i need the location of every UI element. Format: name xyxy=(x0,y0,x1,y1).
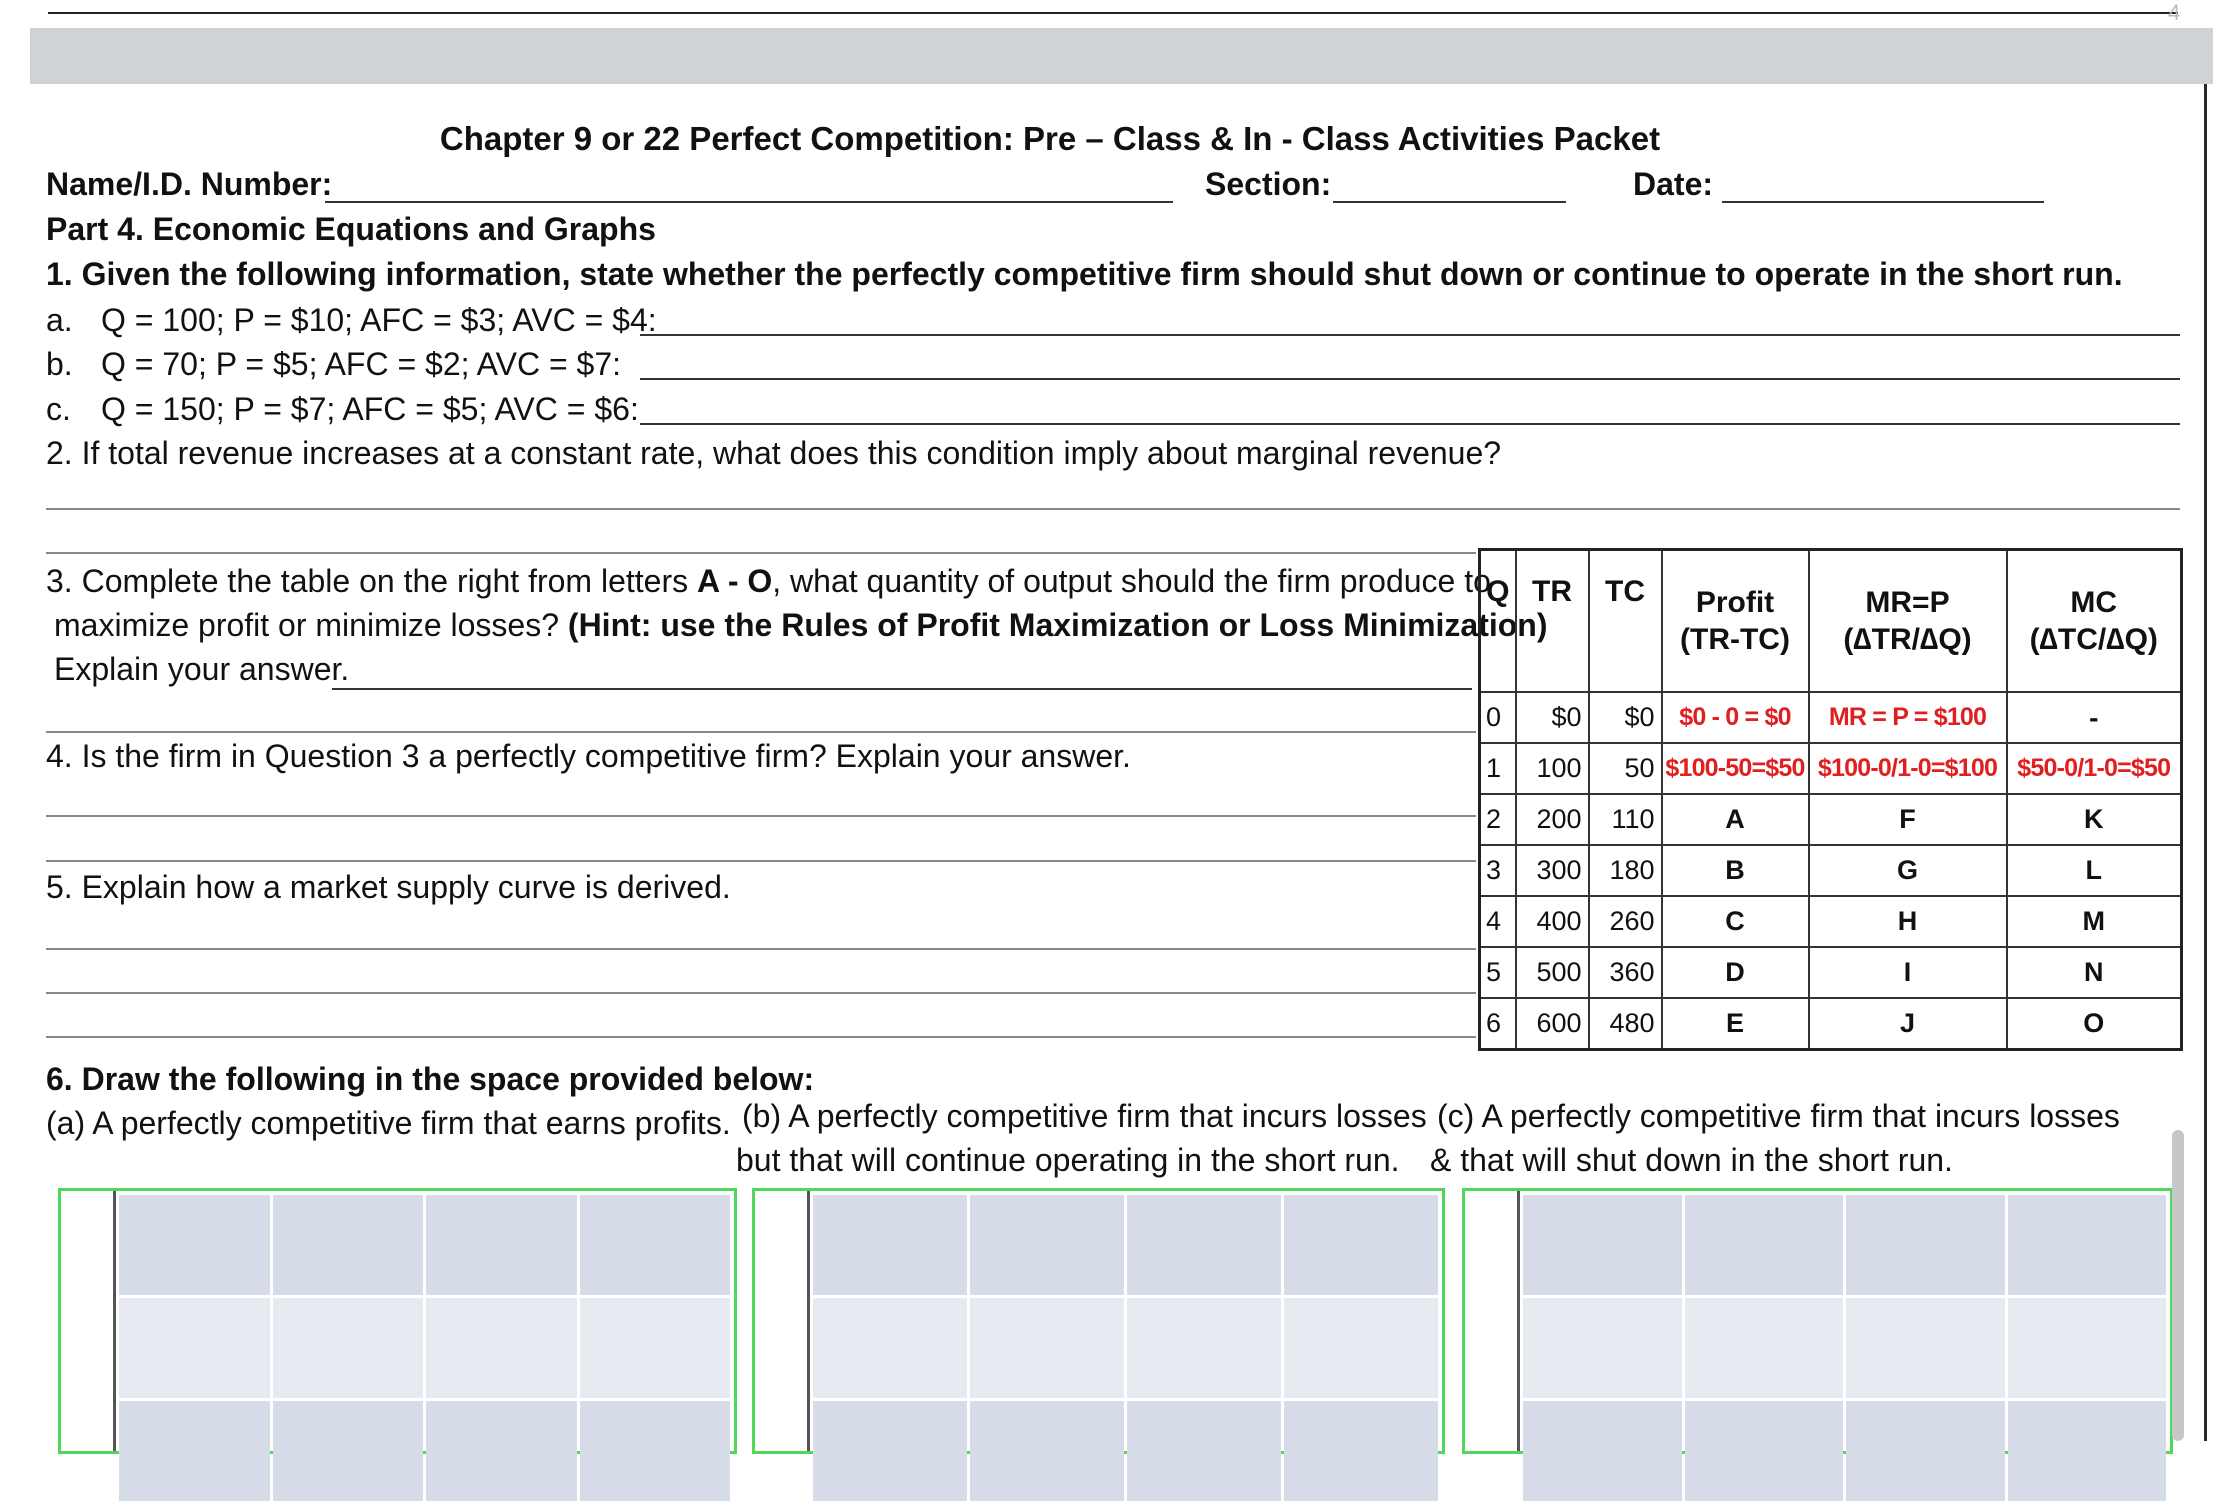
page-corner-mark: 4 xyxy=(2168,0,2181,25)
drawing-area-a[interactable] xyxy=(58,1188,737,1454)
header-tr: TR xyxy=(1516,550,1589,693)
cell-tc: 180 xyxy=(1589,845,1662,896)
q5-answer-line[interactable] xyxy=(46,948,1476,950)
q6-part-c-line-2: & that will shut down in the short run. xyxy=(1430,1142,1953,1178)
table-row xyxy=(1480,845,2182,896)
drawing-area-c[interactable] xyxy=(1462,1188,2173,1454)
q3-answer-line-2[interactable] xyxy=(46,731,1476,733)
section-field[interactable] xyxy=(1333,201,1566,203)
q4-answer-line-2[interactable] xyxy=(46,860,1476,862)
cell-tc: 480 xyxy=(1589,998,1662,1050)
cell-mr[interactable]: G xyxy=(1809,845,2007,896)
drawing-grid xyxy=(1523,1195,2166,1451)
cell-q: 6 xyxy=(1480,998,1516,1050)
cell-mc[interactable]: N xyxy=(2007,947,2182,998)
cell-mc[interactable]: O xyxy=(2007,998,2182,1050)
cell-mc: $50-0/1-0=$50 xyxy=(2007,743,2182,794)
section-label: Section: xyxy=(1205,166,1332,202)
q1-item-b: Q = 70; P = $5; AFC = $2; AVC = $7: xyxy=(101,346,622,382)
cell-mr: $100-0/1-0=$100 xyxy=(1809,743,2007,794)
q1-item-letter: c. xyxy=(46,391,71,427)
top-rule xyxy=(48,12,2178,14)
q2-answer-line[interactable] xyxy=(46,508,2180,510)
q1a-answer-line[interactable] xyxy=(640,334,2180,336)
q1-item-letter: b. xyxy=(46,346,73,382)
header-mr: MR=P (∆TR/∆Q) xyxy=(1809,550,2007,693)
drawing-axis xyxy=(807,1191,810,1451)
cell-tr: $0 xyxy=(1516,692,1589,743)
q2-answer-line-2[interactable] xyxy=(46,552,1476,554)
cell-mr[interactable]: H xyxy=(1809,896,2007,947)
header-q: Q xyxy=(1480,550,1516,693)
question-3-line-3: Explain your answer. xyxy=(54,651,350,687)
cell-mc[interactable]: M xyxy=(2007,896,2182,947)
cell-profit[interactable]: C xyxy=(1662,896,1809,947)
table-row xyxy=(1480,896,2182,947)
cell-mc: - xyxy=(2007,692,2182,743)
page-separator-band xyxy=(30,28,2213,84)
name-label: Name/I.D. Number: xyxy=(46,166,333,202)
cell-profit[interactable]: D xyxy=(1662,947,1809,998)
cell-q: 4 xyxy=(1480,896,1516,947)
table-row xyxy=(1480,998,2182,1050)
table-row xyxy=(1480,692,2182,743)
cell-tr: 200 xyxy=(1516,794,1589,845)
q4-answer-line[interactable] xyxy=(46,815,1476,817)
cell-tc: 50 xyxy=(1589,743,1662,794)
header-mc: MC (∆TC/∆Q) xyxy=(2007,550,2182,693)
cell-tc: 260 xyxy=(1589,896,1662,947)
cell-mr[interactable]: I xyxy=(1809,947,2007,998)
drawing-axis xyxy=(113,1191,116,1451)
drawing-grid xyxy=(813,1195,1438,1451)
cell-mr: MR = P = $100 xyxy=(1809,692,2007,743)
q6-part-b-line-2: but that will continue operating in the short run. xyxy=(736,1142,1400,1178)
question-3-line-1: 3. Complete the table on the right from letters A - O, what quantity of output should the firm produce to xyxy=(46,563,1491,599)
date-field[interactable] xyxy=(1722,201,2044,203)
cell-tr: 100 xyxy=(1516,743,1589,794)
cell-tc: 110 xyxy=(1589,794,1662,845)
page-right-edge xyxy=(2204,84,2207,1441)
date-label: Date: xyxy=(1633,166,1714,202)
question-6-heading: 6. Draw the following in the space provided below: xyxy=(46,1061,815,1097)
cell-q: 5 xyxy=(1480,947,1516,998)
table-row xyxy=(1480,743,2182,794)
q3-answer-line[interactable] xyxy=(332,688,1472,690)
cell-mc[interactable]: K xyxy=(2007,794,2182,845)
cell-tc: $0 xyxy=(1589,692,1662,743)
cell-profit[interactable]: B xyxy=(1662,845,1809,896)
q1c-answer-line[interactable] xyxy=(640,423,2180,425)
question-5: 5. Explain how a market supply curve is derived. xyxy=(46,869,731,905)
cell-mr[interactable]: J xyxy=(1809,998,2007,1050)
q1b-answer-line[interactable] xyxy=(640,378,2180,380)
drawing-grid xyxy=(119,1195,730,1451)
name-field[interactable] xyxy=(325,201,1173,203)
question-1: 1. Given the following information, state whether the perfectly competitive firm should shut down or continue to operate in the short run. xyxy=(46,256,2123,292)
q1-item-c: Q = 150; P = $7; AFC = $5; AVC = $6: xyxy=(101,391,639,427)
drawing-area-b[interactable] xyxy=(752,1188,1445,1454)
cell-profit[interactable]: A xyxy=(1662,794,1809,845)
cell-mc[interactable]: L xyxy=(2007,845,2182,896)
q5-answer-line-3[interactable] xyxy=(46,1036,1476,1038)
q6-part-a: (a) A perfectly competitive firm that earns profits. xyxy=(46,1105,731,1141)
cell-tc: 360 xyxy=(1589,947,1662,998)
cell-profit: $0 - 0 = $0 xyxy=(1662,692,1809,743)
cost-revenue-table xyxy=(1478,548,2183,1051)
question-2: 2. If total revenue increases at a constant rate, what does this condition imply about marginal revenue? xyxy=(46,435,1502,471)
question-3-line-2: maximize profit or minimize losses? (Hint: use the Rules of Profit Maximization or Loss Minimization) xyxy=(54,607,1548,643)
cell-tr: 600 xyxy=(1516,998,1589,1050)
drawing-axis xyxy=(1517,1191,1520,1451)
q6-part-c-line-1: (c) A perfectly competitive firm that incurs losses xyxy=(1437,1098,2120,1134)
cell-tr: 300 xyxy=(1516,845,1589,896)
cell-profit[interactable]: E xyxy=(1662,998,1809,1050)
cell-q: 2 xyxy=(1480,794,1516,845)
cell-profit: $100-50=$50 xyxy=(1662,743,1809,794)
table-row xyxy=(1480,794,2182,845)
part-heading: Part 4. Economic Equations and Graphs xyxy=(46,211,656,247)
table-header-row xyxy=(1480,550,2182,693)
cell-mr[interactable]: F xyxy=(1809,794,2007,845)
question-4: 4. Is the firm in Question 3 a perfectly competitive firm? Explain your answer. xyxy=(46,738,1131,774)
table-row xyxy=(1480,947,2182,998)
q1-item-a: Q = 100; P = $10; AFC = $3; AVC = $4: xyxy=(101,302,657,338)
cell-tr: 500 xyxy=(1516,947,1589,998)
cell-tr: 400 xyxy=(1516,896,1589,947)
q5-answer-line-2[interactable] xyxy=(46,992,1476,994)
q1-item-letter: a. xyxy=(46,302,73,338)
cell-q: 0 xyxy=(1480,692,1516,743)
q6-part-b-line-1: (b) A perfectly competitive firm that incurs losses xyxy=(742,1098,1427,1134)
cell-q: 3 xyxy=(1480,845,1516,896)
cell-q: 1 xyxy=(1480,743,1516,794)
vertical-scrollbar[interactable] xyxy=(2172,1130,2184,1441)
header-tc: TC xyxy=(1589,550,1662,693)
header-profit: Profit (TR-TC) xyxy=(1662,550,1809,693)
packet-title: Chapter 9 or 22 Perfect Competition: Pre – Class & In - Class Activities Packet xyxy=(439,120,1661,157)
